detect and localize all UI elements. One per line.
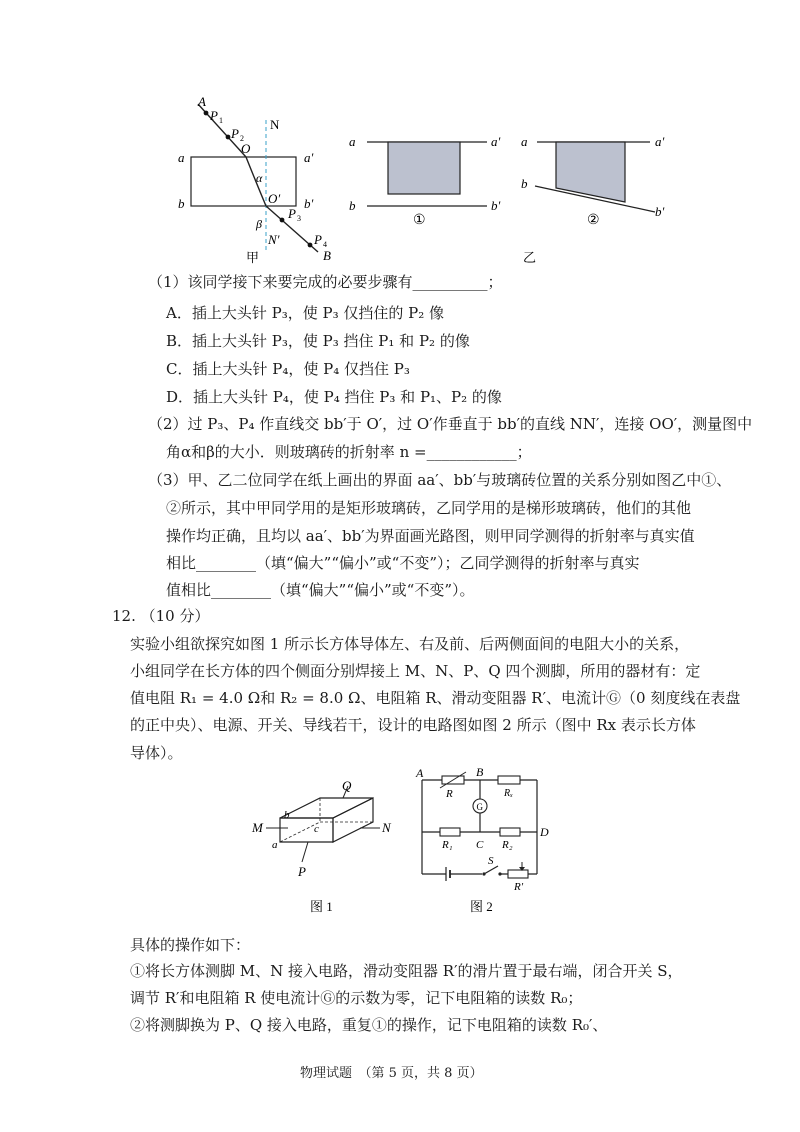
figure-2-circuit bbox=[410, 766, 560, 918]
svg-text:图 1: 图 1 bbox=[310, 899, 333, 914]
svg-text:b′: b′ bbox=[304, 196, 314, 211]
svg-text:乙: 乙 bbox=[523, 250, 537, 265]
svg-text:a′: a′ bbox=[304, 150, 314, 165]
svg-text:a: a bbox=[521, 134, 528, 149]
svg-text:A: A bbox=[416, 766, 424, 780]
q11-part3-line4: 相比________（填“偏大”“偏小”或“不变”）；乙同学测得的折射率与真实 bbox=[166, 554, 640, 572]
svg-text:P: P bbox=[314, 232, 322, 247]
q12-line3: 值电阻 R₁ = 4.0 Ω和 R₂ = 8.0 Ω、电阻箱 R、滑动变阻器 R′、电流计Ⓖ（0 刻度线在表盘 bbox=[130, 689, 741, 707]
svg-text:4: 4 bbox=[323, 240, 327, 249]
svg-text:R: R bbox=[446, 788, 453, 800]
svg-text:c: c bbox=[314, 823, 319, 835]
q12-line2: 小组同学在长方体的四个侧面分别焊接上 M、N、P、Q 四个测脚，所用的器材有：定 bbox=[130, 662, 701, 680]
q12-steps-heading: 具体的操作如下： bbox=[130, 936, 251, 954]
svg-text:a: a bbox=[272, 839, 278, 851]
q12-step1-line1: ①将长方体测脚 M、N 接入电路，滑动变阻器 R′的滑片置于最右端，闭合开关 S， bbox=[130, 962, 683, 980]
q11-part3-line1: （3）甲、乙二位同学在纸上画出的界面 aa′、bb′与玻璃砖位置的关系分别如图乙中①、 bbox=[148, 471, 732, 489]
svg-text:P: P bbox=[231, 126, 239, 141]
svg-text:①: ① bbox=[413, 213, 426, 228]
svg-text:A: A bbox=[198, 94, 206, 109]
svg-text:N: N bbox=[382, 820, 391, 835]
figure-yi bbox=[345, 120, 680, 270]
svg-text:Rₓ: Rₓ bbox=[504, 788, 513, 799]
q11-option-b: B．插上大头针 P₃，使 P₃ 挡住 P₁ 和 P₂ 的像 bbox=[166, 332, 470, 350]
q12-step2: ②将测脚换为 P、Q 接入电路，重复①的操作，记下电阻箱的读数 R₀′、 bbox=[130, 1016, 608, 1034]
svg-text:D: D bbox=[540, 825, 549, 839]
svg-text:b: b bbox=[349, 198, 356, 213]
svg-text:a: a bbox=[349, 134, 356, 149]
svg-text:Q: Q bbox=[342, 780, 352, 793]
svg-text:2: 2 bbox=[240, 134, 244, 143]
q12-line4: 的正中央）、电源、开关、导线若干，设计的电路图如图 2 所示（图中 Rx 表示长方体 bbox=[130, 716, 696, 734]
svg-text:α: α bbox=[256, 171, 263, 185]
svg-text:B: B bbox=[323, 248, 331, 263]
svg-text:P: P bbox=[210, 108, 218, 123]
svg-text:R₁: R₁ bbox=[442, 839, 453, 851]
svg-text:b: b bbox=[521, 176, 528, 191]
q11-part3-line5: 值相比________（填“偏大”“偏小”或“不变”）。 bbox=[166, 581, 475, 599]
svg-text:N: N bbox=[270, 117, 280, 132]
q11-option-a: A．插上大头针 P₃，使 P₃ 仅挡住的 P₂ 像 bbox=[166, 304, 444, 322]
svg-text:M: M bbox=[252, 820, 263, 835]
svg-text:G: G bbox=[476, 802, 483, 812]
svg-text:a′: a′ bbox=[491, 134, 501, 149]
svg-text:S: S bbox=[488, 855, 494, 867]
svg-text:R′: R′ bbox=[514, 881, 524, 893]
svg-text:甲: 甲 bbox=[246, 250, 260, 265]
figure-1-cuboid bbox=[248, 780, 398, 918]
svg-text:3: 3 bbox=[297, 214, 301, 223]
q12-step1-line2: 调节 R′和电阻箱 R 使电流计Ⓖ的示数为零，记下电阻箱的读数 R₀； bbox=[130, 989, 583, 1007]
svg-text:b′: b′ bbox=[655, 204, 665, 219]
q12-line1: 实验小组欲探究如图 1 所示长方体导体左、右及前、后两侧面间的电阻大小的关系， bbox=[130, 635, 690, 653]
svg-text:1: 1 bbox=[219, 116, 223, 125]
svg-text:b′: b′ bbox=[491, 198, 501, 213]
figure-jia bbox=[170, 92, 340, 270]
svg-text:β: β bbox=[256, 217, 262, 231]
q12-line5: 导体）。 bbox=[130, 744, 183, 762]
svg-text:P: P bbox=[298, 864, 306, 879]
svg-text:C: C bbox=[476, 839, 484, 851]
q11-part2-line2: 角α和β的大小．则玻璃砖的折射率 n =____________； bbox=[166, 443, 532, 461]
q11-part3-line2: ②所示，其中甲同学用的是矩形玻璃砖，乙同学用的是梯形玻璃砖，他们的其他 bbox=[166, 499, 692, 517]
svg-text:R₂: R₂ bbox=[502, 839, 513, 851]
q11-option-c: C．插上大头针 P₄，使 P₄ 仅挡住 P₃ bbox=[166, 360, 410, 378]
q11-part1: （1）该同学接下来要完成的必要步骤有__________； bbox=[148, 273, 503, 291]
svg-text:a: a bbox=[178, 150, 185, 165]
svg-text:N′: N′ bbox=[268, 232, 280, 247]
svg-text:b: b bbox=[284, 809, 290, 821]
q12-heading: 12. （10 分） bbox=[112, 607, 210, 625]
svg-text:a′: a′ bbox=[655, 134, 665, 149]
svg-text:O′: O′ bbox=[268, 191, 281, 206]
svg-text:P: P bbox=[288, 206, 296, 221]
svg-text:B: B bbox=[476, 766, 484, 779]
q11-option-d: D．插上大头针 P₄，使 P₄ 挡住 P₃ 和 P₁、P₂ 的像 bbox=[166, 388, 502, 406]
page-footer: 物理试题 （第 5 页，共 8 页） bbox=[300, 1066, 483, 1081]
svg-text:b: b bbox=[178, 196, 185, 211]
q11-part3-line3: 操作均正确，且均以 aa′、bb′为界面画光路图，则甲同学测得的折射率与真实值 bbox=[166, 527, 695, 545]
svg-text:O: O bbox=[241, 141, 251, 156]
q11-part2-line1: （2）过 P₃、P₄ 作直线交 bb′于 O′，过 O′作垂直于 bb′的直线 NN′，连接 OO′，测量图中 bbox=[148, 415, 753, 433]
svg-text:图 2: 图 2 bbox=[470, 899, 493, 914]
svg-text:②: ② bbox=[587, 213, 600, 228]
